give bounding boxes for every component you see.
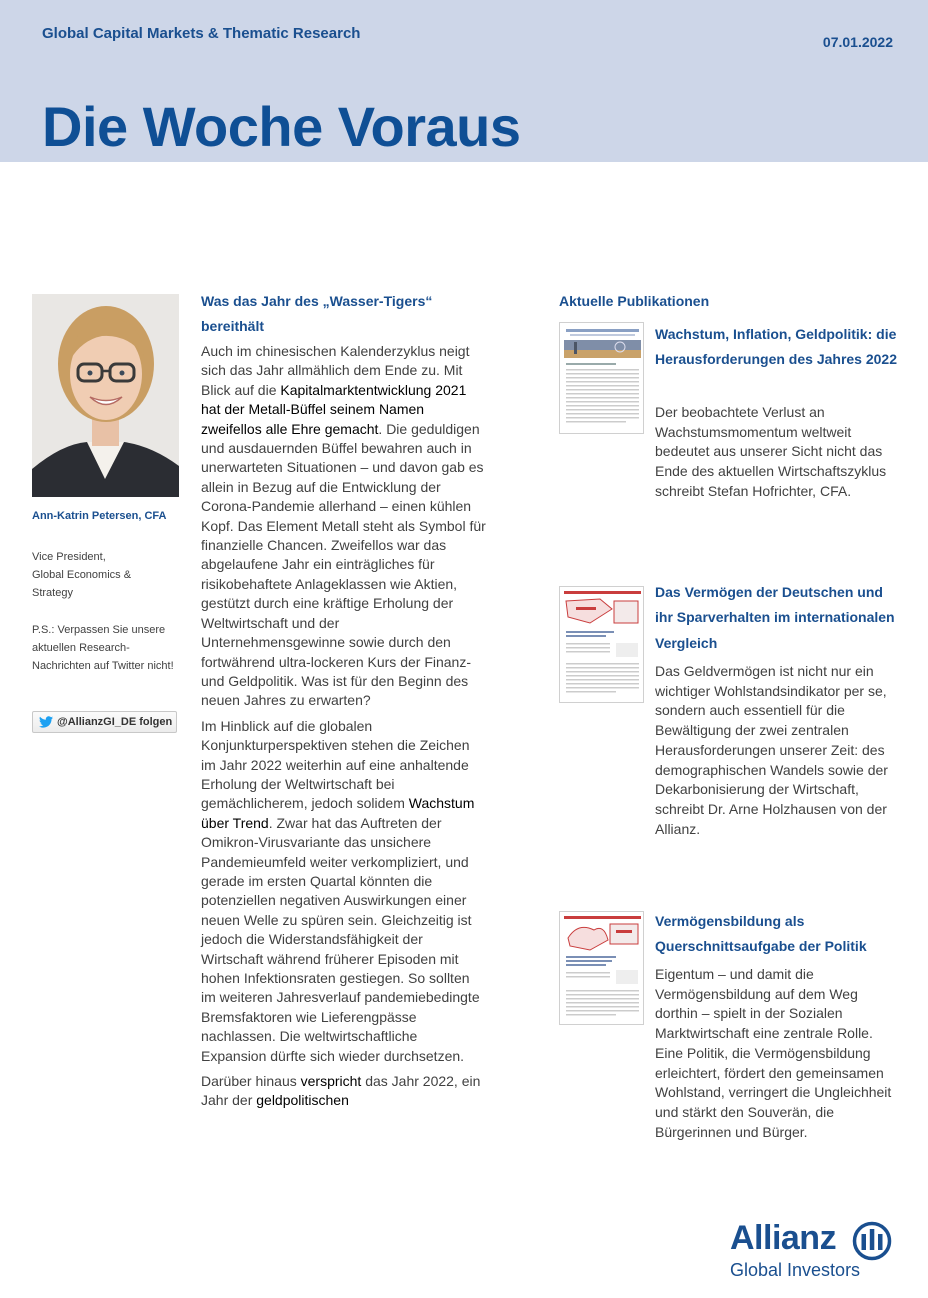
twitter-bird-icon: [39, 716, 53, 728]
twitter-note: P.S.: Verpassen Sie unsere aktuellen Research-Nachrichten auf Twitter nicht!: [32, 624, 174, 672]
author-role-line: Strategy: [32, 587, 73, 599]
highlight-link[interactable]: geldpolitischen: [256, 1092, 349, 1109]
publication-thumbnail[interactable]: [559, 322, 644, 434]
page-title: Die Woche Voraus: [42, 95, 521, 158]
author-role-line: Vice President,: [32, 551, 106, 563]
text-run: das Jahr 2022, ein Jahr der: [201, 1073, 481, 1109]
highlight-link[interactable]: Kapitalmarktentwicklung 2021 hat der Metall-Büffel seinem Namen zweifellos alle Ehre gemacht: [201, 381, 467, 437]
text-run: Im Hinblick auf die globalen Konjunkturperspektiven stehen die Zeichen im Jahr 2022 weiterhin auf eine anhaltende Erholung der Weltwirtschaft bei gemächlicherem, jedoch solidem: [201, 717, 470, 812]
publication-summary: Eigentum – und damit die Vermögensbildung auf dem Weg dorthin – spielt in der Sozialen Marktwirtschaft eine zentrale Rolle. Eine Politik, die Vermögensbildung erleichtert, fördert den gemeinsamen Wohlstand, verringert die Ungleichheit und stärkt den Souverän, die Bürgerinnen und Bürger.: [655, 966, 892, 1140]
twitter-follow-button[interactable]: [32, 711, 177, 733]
text-run: Auch im chinesischen Kalenderzyklus neigt sich das Jahr allmählich dem Ende zu. Mit Blick auf die: [201, 343, 470, 398]
highlight-link[interactable]: verspricht: [300, 1073, 362, 1090]
publication-thumbnail[interactable]: [559, 911, 644, 1025]
allianz-eagle-icon: [852, 1221, 892, 1261]
publication-title-link[interactable]: Vermögensbildung als Querschnittsaufgabe der Politik: [655, 913, 867, 955]
text-run: Darüber hinaus: [201, 1073, 301, 1090]
department-label: Global Capital Markets & Thematic Research: [42, 25, 361, 42]
article-paragraph: [201, 717, 486, 1066]
author-name: Ann-Katrin Petersen, CFA: [32, 510, 167, 522]
article-heading: Was das Jahr des „Wasser-Tigers“ bereithält: [201, 293, 433, 334]
publication-title-link[interactable]: Wachstum, Inflation, Geldpolitik: die Herausforderungen des Jahres 2022: [655, 326, 897, 368]
text-run: . Die geduldigen und ausdauernden Büffel bewahren auch in unerwarteten Situationen – und davon gab es allein in Bezug auf die Entwicklung der Corona-Pandemie allerhand – einen kühlen Kopf. Das Element Metall steht als Symbol für finanzielle Chancen. Zweifellos war das abgelaufene Jahr ein einträgliches für risikobehaftete Anlageklassen wie Aktien, gestützt durch eine kräftige Erholung der Weltwirtschaft und der Unternehmensgewinne sowie durch den fortwährend ultra-lockeren Kurs der Finanz- und Geldpolitik. Was ist für den Beginn des neuen Jahres zu erwarten?: [201, 420, 486, 709]
allianz-gi-logo: [730, 1219, 895, 1281]
author-role: [32, 548, 182, 602]
publication-summary: Der beobachtete Verlust an Wachstumsmomentum weltweit bedeutet aus unserer Sicht nicht das Ende des aktuellen Wirtschaftszyklus schreibt Stefan Hofrichter, CFA.: [655, 404, 887, 499]
twitter-follow-label: @AllianzGI_DE folgen: [57, 716, 173, 728]
article-paragraph: [201, 342, 486, 711]
publication-thumbnail[interactable]: [559, 586, 644, 703]
author-photo: [32, 294, 179, 497]
publication-date: 07.01.2022: [822, 34, 893, 50]
publications-heading: Aktuelle Publikationen: [559, 293, 710, 309]
author-role-line: Global Economics &: [32, 569, 132, 581]
logo-subtitle: Global Investors: [730, 1260, 861, 1280]
header-band: [0, 0, 928, 162]
article-paragraph: [201, 1072, 486, 1111]
article: [201, 289, 486, 1117]
highlight-link[interactable]: Wachstum über Trend: [201, 795, 475, 831]
logo-wordmark: Allianz: [730, 1219, 837, 1257]
text-run: . Zwar hat das Auftreten der Omikron-Virusvariante das unsichere Pandemieumfeld weiter verkompliziert, und gerade im ersten Quartal könnten die potenziellen negativen Auswirkungen einer neuen Welle zu spüren sein. Gleichzeitig ist jedoch die Widerstandsfähigkeit der Wirtschaft während früherer Episoden mit hohen Infektionsraten gestiegen. So sollten im weiteren Jahresverlauf pandemiebedingte Bremsfaktoren wie Lieferengpässe nachlassen. Die weltwirtschaftliche Expansion dürfte sich wieder durchsetzen.: [201, 814, 480, 1064]
publication-summary: Das Geldvermögen ist nicht nur ein wichtiger Wohlstandsindikator per se, sondern auch essentiell für die Bewältigung der zwei zentralen Herausforderungen unserer Zeit: des demographischen Wandels sowie der Dekarbonisierung der Wirtschaft, schreibt Dr. Arne Holzhausen von der Allianz.: [655, 663, 888, 837]
publication-title-link[interactable]: Das Vermögen der Deutschen und ihr Sparverhalten im internationalen Vergleich: [655, 584, 895, 651]
